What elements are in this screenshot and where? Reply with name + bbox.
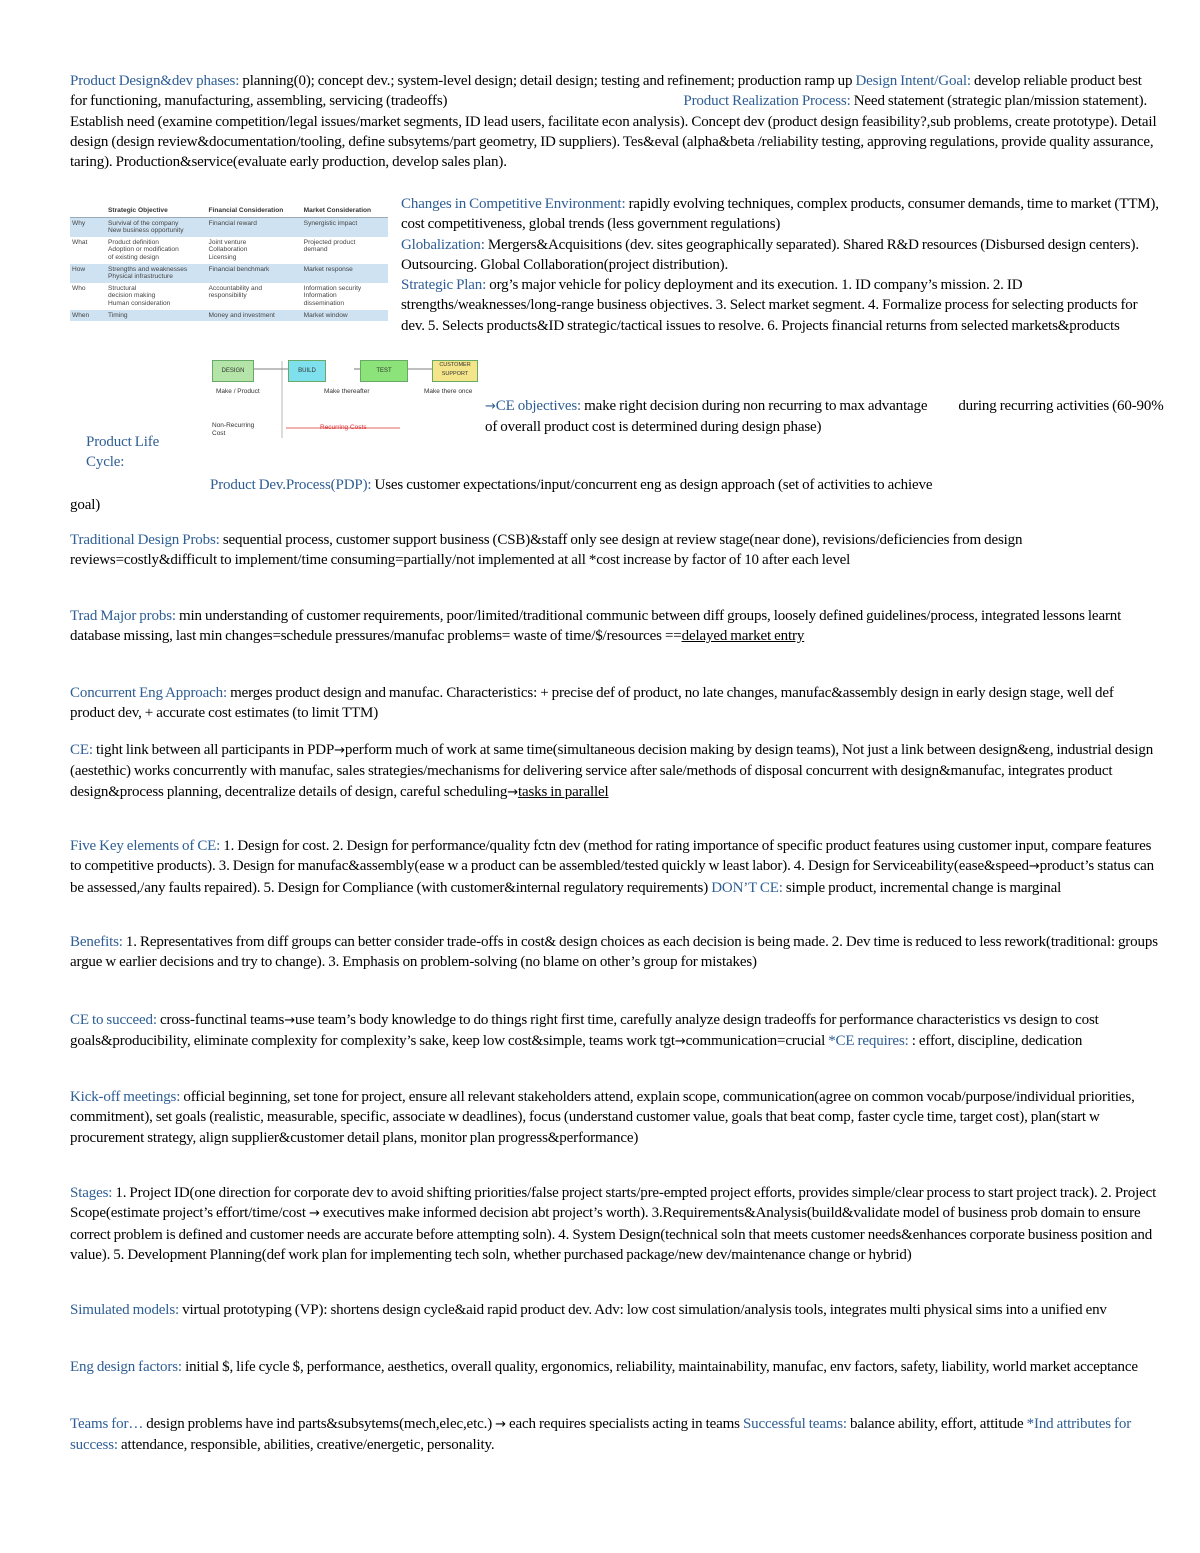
table-cell: Financial reward	[207, 217, 302, 237]
paragraph-text: tight link between all participants in PDP	[92, 742, 335, 758]
note-paragraph	[70, 836, 1160, 898]
table-cell: Projected product demand	[302, 237, 388, 264]
note-paragraph	[70, 1183, 1160, 1265]
product-life-cycle-label: Product Life Cycle:	[86, 434, 160, 471]
paragraph-heading: *Ind attributes for success:	[70, 1416, 1132, 1454]
strategic-objective-table	[70, 205, 388, 321]
table-row	[70, 217, 388, 237]
paragraph-heading: Benefits:	[70, 934, 123, 950]
customer-support-box: CUSTOMER SUPPORT	[432, 360, 478, 382]
table-header-row	[70, 205, 388, 217]
paragraph-text: merges product design and manufac. Characteristics: + precise def of product, no late changes, manufac&assembly design in early design stage, well def product dev, + accurate cost estimates (to limit TTM)	[70, 685, 1114, 722]
paragraph-text: 1. Representatives from diff groups can better consider trade-offs in cost& design choices as each decision is being made. 2. Dev time is reduced to less rework(traditional: groups argue w earlier decisions and try to change). 3. Emphasis on problem-solving (no blame on other’s group for mistakes)	[70, 934, 1158, 971]
right-arrow-icon: →	[495, 1417, 506, 1432]
paragraph-text: communication=crucial	[685, 1033, 829, 1050]
table-row	[70, 237, 388, 264]
product-life-cycle-diagram	[210, 358, 480, 442]
table-row	[70, 310, 388, 322]
text-globalization: Mergers&Acquisitions (dev. sites geographically separated). Shared R&D resources (Disbursed design centers). Outsourcing. Global Collaboration(project distribution).	[401, 236, 1139, 273]
paragraph-text: simple product, incremental change is marginal	[782, 879, 1062, 896]
text-product-realization: Need statement (strategic plan/mission statement). Establish need (examine competition/legal issues/market segments, ID lead users, facilitate econ analysis). Concept dev (product design feasibility?,sub problems, create prototype). Detail design (design review&documentation/tooling, define subsytems/part geometry, ID suppliers). Tes&eval (alpha&beta /reliability testing, approving regulations, provide quality assurance, taring). Production&service(evaluate early production, develop sales plan).	[70, 93, 1157, 171]
text-phases: planning(0); concept dev.; system-level design; detail design; testing and refinement; production ramp up	[239, 73, 856, 89]
paragraph-text: virtual prototyping (VP): shortens design cycle&aid rapid product dev. Adv: low cost simulation/analysis tools, integrates multi physical sims into a unified env	[179, 1302, 1107, 1318]
table-cell: What	[70, 237, 106, 264]
table-cell: Structural decision making Human consideration	[106, 283, 207, 310]
table-cell: How	[70, 264, 106, 283]
text-design-intent: develop reliable product best for functioning, manufacturing, assembling, servicing (tradeoffs)	[70, 73, 1142, 110]
recurring-costs-label: Recurring Costs	[320, 424, 367, 431]
heading-competitive-environment: Changes in Competitive Environment:	[401, 196, 626, 212]
paragraph-text: 1. Project ID(one direction for corporate dev to avoid shifting priorities/false project starts/pre-empted project efforts, provides simple/clear process to start project track). 2. Project Scope(estimate project’s effort/time/cost	[70, 1185, 1157, 1222]
paragraph-text: initial $, life cycle $, performance, aesthetics, overall quality, ergonomics, reliability, maintainability, manufac, env factors, safety, liability, world market acceptance	[181, 1359, 1138, 1375]
heading-design-intent: Design Intent/Goal:	[855, 73, 971, 89]
table-header-cell: Market Consideration	[302, 205, 388, 217]
table-row	[70, 283, 388, 310]
pdp-block	[210, 475, 1170, 495]
pdp-continuation: goal)	[70, 497, 101, 513]
paragraph-text: 1. Design for cost. 2. Design for performance/quality fctn dev (method for rating importance of specific product features using customer input, compare features to competitive products). 3. Design for manufac&assembly(ease w a product can be assembled/tested quickly w least labor). 4. Design for Serviceability(ease&speed	[70, 838, 1152, 875]
underlined-text: tasks in parallel	[517, 783, 609, 800]
table-cell: Money and investment	[207, 310, 302, 322]
note-paragraph	[70, 530, 1160, 571]
heading-product-design-phases: Product Design&dev phases:	[70, 73, 240, 89]
note-paragraph	[70, 1357, 1160, 1377]
build-box: BUILD	[288, 360, 326, 382]
text-pdp: Uses customer expectations/input/concurrent eng as design approach (set of activities to achieve	[371, 477, 933, 493]
paragraph-text: sequential process, customer support business (CSB)&staff only see design at review stage(near done), revisions/deficiencies from design reviews=costly&difficult to implement/time consuming=partially/not implemented at all *cost increase by factor of 10 after each level	[70, 532, 1023, 569]
paragraph-text: balance ability, effort, attitude	[846, 1416, 1027, 1432]
paragraph-heading: Eng design factors:	[70, 1359, 182, 1375]
paragraph-heading: Traditional Design Probs:	[70, 532, 220, 548]
paragraph-text: : effort, discipline, dedication	[908, 1033, 1083, 1050]
paragraph-heading: Successful teams:	[742, 1416, 847, 1432]
table-cell: Market response	[302, 264, 388, 283]
paragraph-text: min understanding of customer requirements, poor/limited/traditional communic between diff groups, loosely defined guidelines/process, integrated lessons learnt database missing, last min changes=schedule pressures/manufac problems= waste of time/$/resources ==	[70, 608, 1122, 645]
text-competitive-environment: rapidly evolving techniques, complex products, consumer demands, time to market (TTM), cost competitiveness, global trends (less government regulations)	[401, 196, 1159, 233]
heading-pdp: Product Dev.Process(PDP):	[210, 477, 372, 493]
ce-objectives-block	[485, 396, 1175, 438]
table-header-cell: Financial Consideration	[207, 205, 302, 217]
text-strategic-plan: org’s major vehicle for policy deployment and its execution. 1. ID company’s mission. 2. ID strengths/weaknesses/long-range business objectives. 3. Select market segment. 4. Formalize process for selecting products for dev. 5. Selects products&ID strategic/tactical issues to resolve. 6. Projects financial returns from selected markets&products	[401, 277, 1138, 334]
paragraph-heading: Concurrent Eng Approach:	[70, 685, 228, 701]
table-cell: Product definition Adoption or modification of existing design	[106, 237, 207, 264]
paragraph-heading: Five Key elements of CE:	[70, 838, 221, 854]
right-arrow-icon: →	[334, 743, 345, 758]
paragraph-heading: CE to succeed:	[70, 1012, 157, 1028]
paragraph-text: cross-functinal teams	[156, 1012, 285, 1028]
paragraph-text: use team’s body knowledge to do things right first time, carefully analyze design tradeoffs for performance characteristics vs design to cost goals&producibility, eliminate complexity for complexity’s sake, keep low cost&simple, teams work tgt	[70, 1012, 1099, 1050]
note-paragraph	[70, 1087, 1160, 1148]
table-cell: When	[70, 310, 106, 322]
note-paragraph	[70, 683, 1160, 724]
paragraph-text: attendance, responsible, abilities, creative/energetic, personality.	[117, 1437, 495, 1454]
paragraph-text: official beginning, set tone for project, ensure all relevant stakeholders attend, explain scope, communication(agree on common vocab/purpose/individual priorities, commitment), set goals (realistic, measurable, specific, associate w deadlines), focus (understand customer value, goals that beat comp, faster cycle time, target cost), plan(start w procurement strategy, align supplier&customer detail plans, monitor plan progress&performance)	[70, 1089, 1135, 1146]
note-paragraph	[70, 932, 1160, 973]
table-cell: Market window	[302, 310, 388, 322]
note-paragraph	[70, 1010, 1160, 1053]
non-recurring-cost-label: Non-Recurring Cost	[212, 422, 255, 437]
paragraph-text: design problems have ind parts&subsytems(mech,elec,etc.)	[143, 1416, 496, 1432]
table-cell: Why	[70, 217, 106, 237]
right-arrow-icon: →	[308, 1206, 320, 1222]
note-paragraph	[70, 1300, 1160, 1320]
table-header-cell: Strategic Objective	[106, 205, 207, 217]
heading-globalization: Globalization:	[401, 236, 485, 253]
table-cell: Information security Information dissemination	[302, 283, 388, 310]
make-there-once-label: Make there once	[424, 388, 473, 395]
table-cell: Timing	[106, 310, 207, 322]
paragraph-text: product’s status can be assessed,/any faults repaired). 5. Design for Compliance (with customer&internal regulatory requirements)	[70, 858, 1154, 896]
intro-paragraph	[70, 71, 1158, 172]
paragraph	[485, 396, 1175, 438]
test-box: TEST	[360, 360, 408, 382]
paragraph-heading: Trad Major probs:	[70, 608, 176, 624]
heading-ce-objectives: CE objectives:	[495, 398, 582, 414]
table-cell: Accountability and responsibility	[207, 283, 302, 310]
make-product-label: Make / Product	[216, 388, 260, 395]
right-arrow-icon: →	[507, 784, 518, 800]
intro-block	[70, 71, 1158, 172]
note-paragraph	[70, 740, 1160, 803]
table-cell: Strengths and weaknesses Physical infrastructure	[106, 264, 207, 283]
design-box: DESIGN	[212, 360, 254, 382]
table-cell: Synergistic impact	[302, 217, 388, 237]
underlined-text: delayed market entry	[681, 628, 805, 645]
paragraph-heading: Kick-off meetings:	[70, 1089, 181, 1105]
table-cell: Financial benchmark	[207, 264, 302, 283]
paragraph-text: perform much of work at same time(simultaneous decision making by design teams), Not just a link between design&eng, industrial design (aestethic) works concurrently with manufac, sales strategies/mechanisms for delivering service after sale/methods of disposal concurrent with design&manufac, integrates product design&process planning, decentralize details of design, careful scheduling	[70, 742, 1154, 800]
heading-product-realization: Product Realization Process:	[683, 93, 851, 110]
note-paragraph	[70, 1414, 1160, 1456]
table-header-cell	[70, 205, 106, 217]
paragraph-heading: Simulated models:	[70, 1302, 180, 1318]
table-cell: Survival of the company New business opportunity	[106, 217, 207, 237]
right-arrow-icon: →	[1028, 859, 1040, 875]
paragraph-text: executives make informed decision abt project’s worth). 3.Requirements&Analysis(build&validate model of business prob domain to ensure correct problem is defined and customer needs are accurate before attempting soln). 4. System Design(technical soln that meets customer needs&enhances corporate business position and value). 5. Development Planning(def work plan for implementing tech soln, whether purchased package/new dev/maintenance change or hybrid)	[70, 1205, 1153, 1263]
heading-strategic-plan: Strategic Plan:	[401, 277, 487, 294]
paragraph-heading: *CE requires:	[828, 1033, 909, 1050]
table-cell: Joint venture Collaboration Licensing	[207, 237, 302, 264]
table-cell: Who	[70, 283, 106, 310]
paragraph-heading: Teams for…	[70, 1416, 144, 1432]
paragraph-text: each requires specialists acting in teams	[505, 1416, 743, 1432]
right-column-block	[401, 194, 1163, 336]
paragraph	[401, 194, 1163, 336]
right-arrow-icon: →	[674, 1034, 686, 1050]
text-ce-objectives: make right decision during non recurring to max advantage during recurring activities (60-90% of overall product cost is determined during design phase)	[485, 398, 1167, 436]
note-paragraph	[70, 606, 1160, 647]
table-row	[70, 264, 388, 283]
paragraph-heading: DON’T CE:	[711, 879, 783, 896]
right-arrow-icon: →	[485, 399, 496, 414]
paragraph-heading: Stages:	[70, 1185, 113, 1201]
paragraph-heading: CE:	[70, 742, 93, 758]
make-thereafter-label: Make thereafter	[324, 388, 370, 395]
right-arrow-icon: →	[284, 1013, 295, 1028]
